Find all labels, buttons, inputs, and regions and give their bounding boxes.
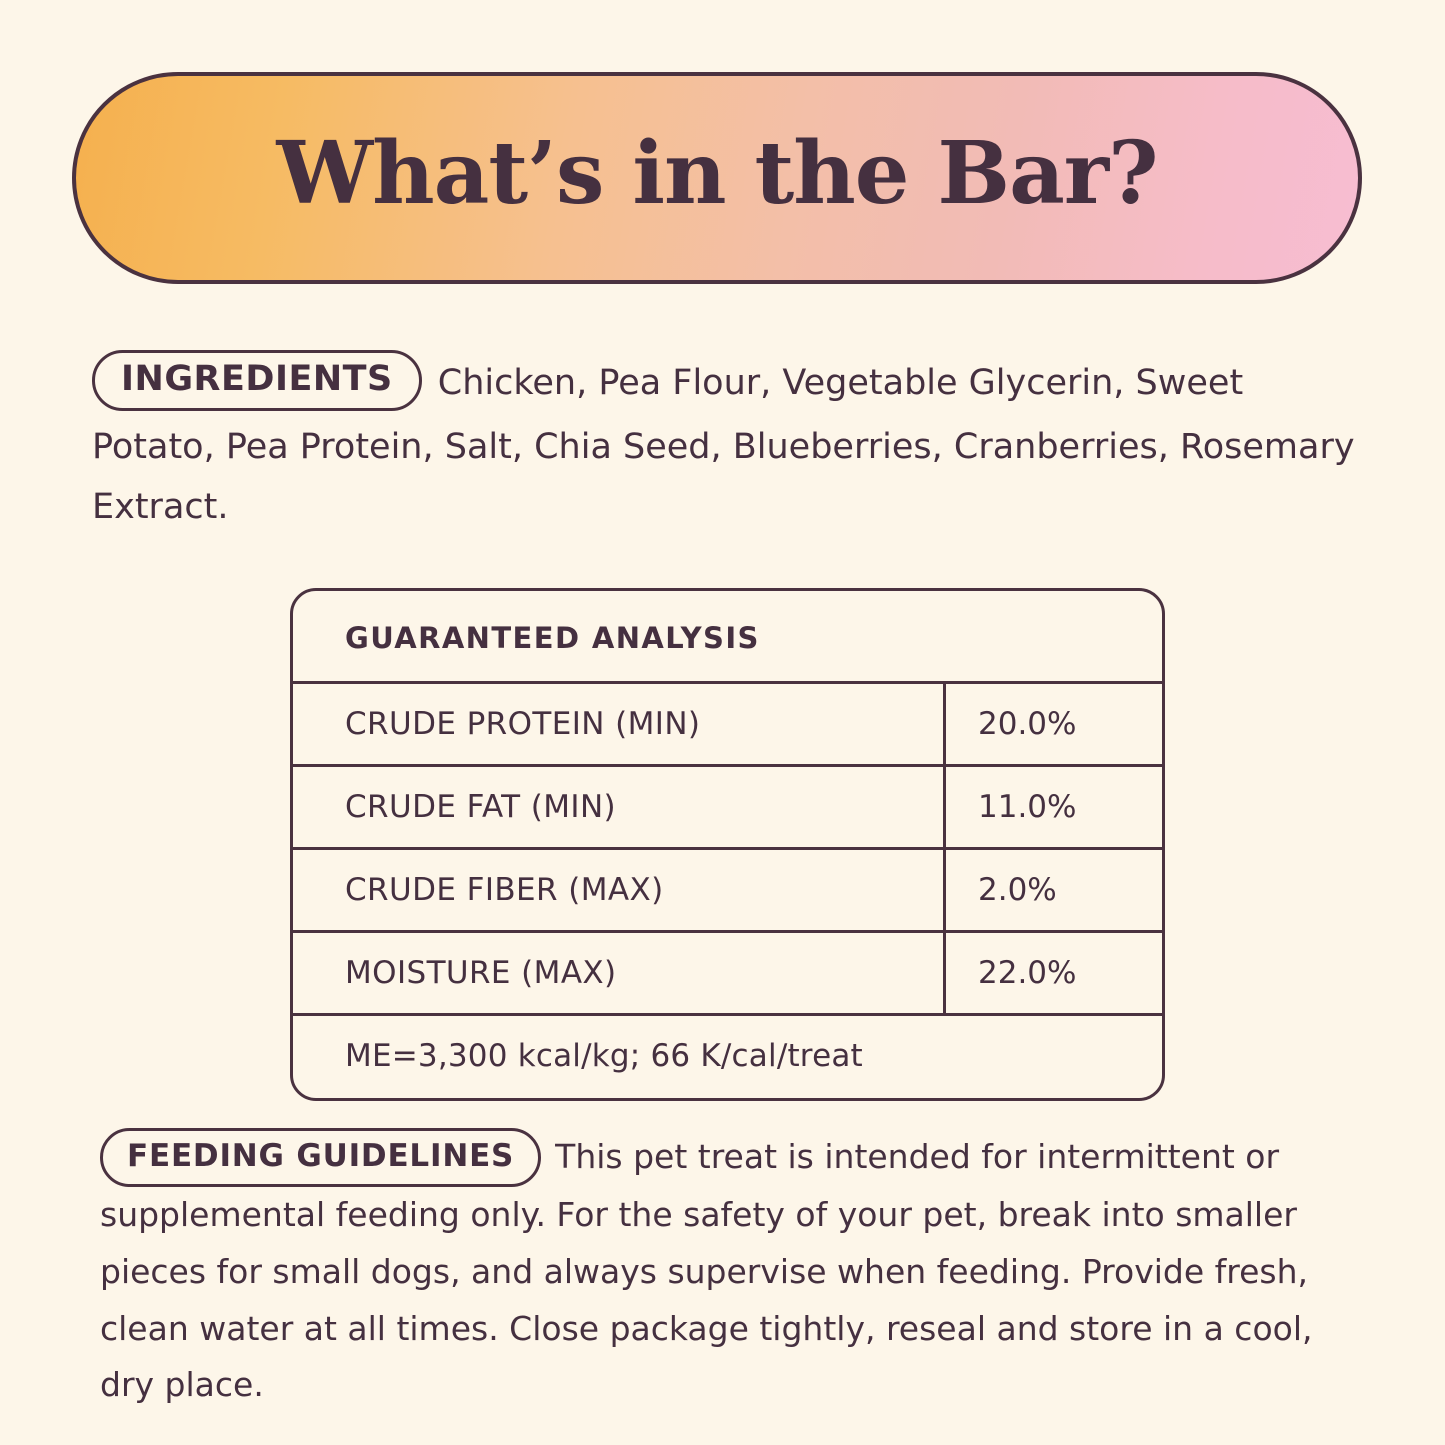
table-cell-value: 11.0% [978, 789, 1077, 825]
ingredients-label: INGREDIENTS [92, 350, 422, 411]
feeding-guidelines-label: FEEDING GUIDELINES [100, 1128, 541, 1187]
guaranteed-analysis-table [290, 588, 1165, 1101]
table-cell-label: CRUDE FIBER (MAX) [345, 872, 664, 908]
ingredients-text: Chicken, Pea Flour, Vegetable Glycerin, Sweet Potato, Pea Protein, Salt, Chia Seed, Blueberries, Cranberries, Rosemary Extract. [92, 363, 1355, 528]
table-row [293, 847, 1162, 930]
table-row [293, 764, 1162, 847]
page-title: What’s in the Bar? [276, 123, 1158, 224]
table-row [293, 930, 1162, 1013]
table-cell-label: CRUDE FAT (MIN) [345, 789, 617, 825]
feeding-guidelines-section [100, 1128, 1365, 1414]
title-banner [72, 72, 1362, 284]
table-cell-label: CRUDE PROTEIN (MIN) [345, 706, 701, 742]
guaranteed-analysis-heading: GUARANTEED ANALYSIS [345, 621, 760, 655]
feeding-guidelines-text: This pet treat is intended for intermittent or supplemental feeding only. For the safety of your pet, break into smaller pieces for small dogs, and always supervise when feeding. Provide fresh, clean water at all times. Close package tightly, reseal and store in a cool, dry place. [100, 1137, 1313, 1405]
table-cell-label: MOISTURE (MAX) [345, 955, 617, 991]
table-cell-value: 2.0% [978, 872, 1057, 908]
table-cell-value: 20.0% [978, 706, 1077, 742]
table-cell-value: 22.0% [978, 955, 1077, 991]
calorie-content-note: ME=3,300 kcal/kg; 66 K/cal/treat [293, 1013, 1162, 1098]
table-row [293, 681, 1162, 764]
ingredients-section [92, 350, 1357, 537]
